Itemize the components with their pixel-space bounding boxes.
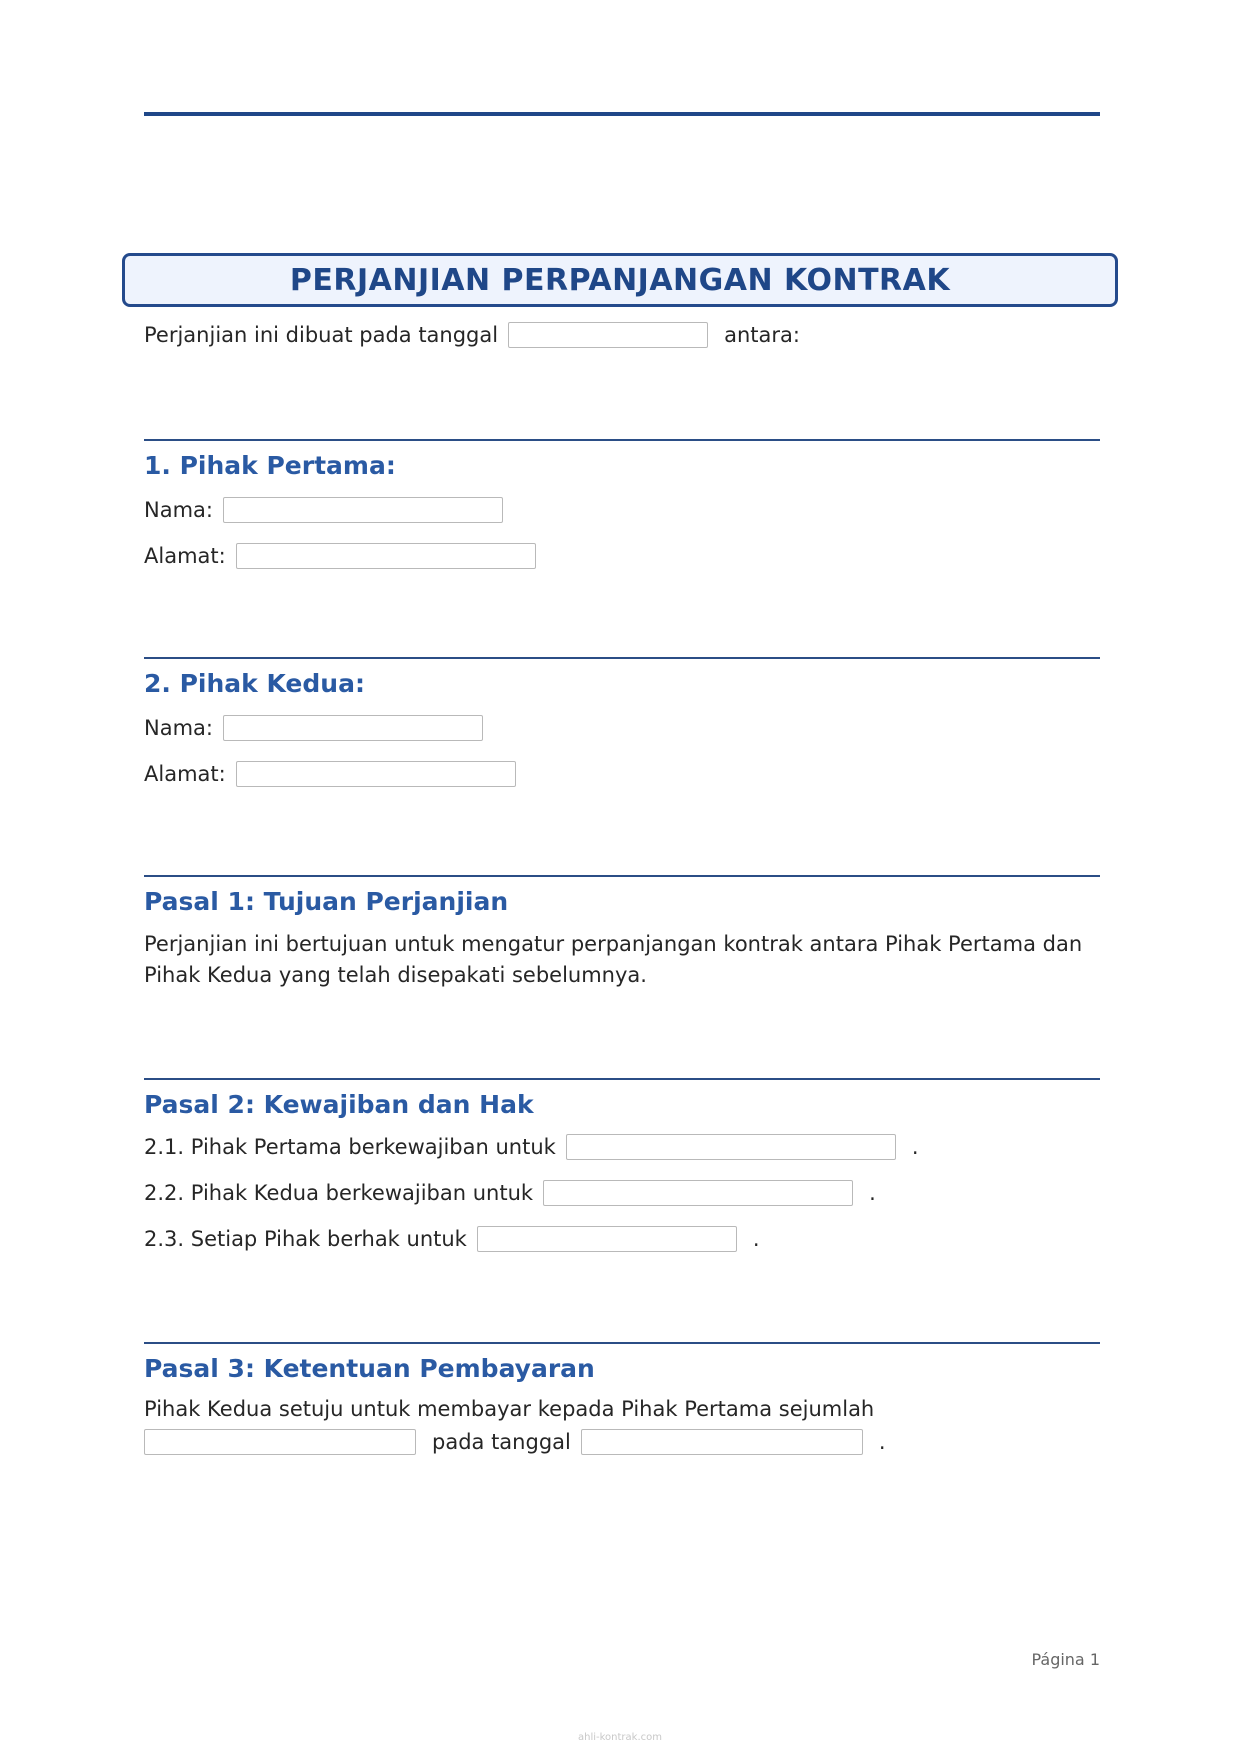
party1-name-label: Nama: [144, 498, 213, 522]
pasal2-item-end: . [911, 1135, 919, 1159]
agreement-date-field[interactable] [508, 322, 708, 348]
party1-address-field[interactable] [236, 543, 536, 569]
intro-suffix: antara: [724, 323, 800, 347]
pasal2-item-label: 2.2. Pihak Kedua berkewajiban untuk [144, 1181, 534, 1205]
section-divider [144, 1342, 1100, 1344]
pasal2-item-end: . [752, 1227, 760, 1251]
pasal3-heading: Pasal 3: Ketentuan Pembayaran [144, 1354, 595, 1383]
party1-name-field[interactable] [223, 497, 503, 523]
pasal3-line2 [144, 1429, 886, 1455]
intro-line [144, 322, 800, 348]
section-divider [144, 875, 1100, 877]
section-divider [144, 657, 1100, 659]
payment-date-field[interactable] [581, 1429, 863, 1455]
party2-address-row [144, 761, 516, 787]
top-rule [144, 112, 1100, 116]
party1-name-row [144, 497, 503, 523]
pasal2-item-field[interactable] [543, 1180, 853, 1206]
party2-name-row [144, 715, 483, 741]
payment-amount-field[interactable] [144, 1429, 416, 1455]
party2-name-field[interactable] [223, 715, 483, 741]
pasal2-item-end: . [869, 1181, 876, 1205]
party2-address-field[interactable] [236, 761, 516, 787]
section-divider [144, 1078, 1100, 1080]
pasal2-item-label: 2.1. Pihak Pertama berkewajiban untuk [144, 1135, 556, 1159]
payment-date-label: pada tanggal [432, 1430, 571, 1454]
pasal3-line1 [144, 1397, 874, 1421]
pasal2-item [144, 1134, 919, 1160]
pasal1-body-line: Perjanjian ini bertujuan untuk mengatur perpanjangan kontrak antara Pihak Pertama dan [144, 932, 1083, 956]
pasal1-body [144, 929, 1084, 991]
party2-heading: 2. Pihak Kedua: [144, 669, 365, 698]
pasal3-text: Pihak Kedua setuju untuk membayar kepada Pihak Pertama sejumlah [144, 1397, 875, 1421]
pasal2-item [144, 1180, 876, 1206]
party2-address-label: Alamat: [144, 762, 226, 786]
party1-address-row [144, 543, 536, 569]
pasal2-item-label: 2.3. Setiap Pihak berhak untuk [144, 1227, 467, 1251]
pasal1-body-line: Pihak Kedua yang telah disepakati sebelumnya. [144, 963, 647, 987]
page-number: Página 1 [1031, 1650, 1100, 1669]
pasal2-item [144, 1226, 760, 1252]
pasal2-item-field[interactable] [477, 1226, 737, 1252]
pasal1-heading: Pasal 1: Tujuan Perjanjian [144, 887, 509, 916]
section-divider [144, 439, 1100, 441]
pasal3-end: . [878, 1430, 886, 1454]
watermark: ahli-kontrak.com [577, 1732, 662, 1743]
intro-prefix: Perjanjian ini dibuat pada tanggal [144, 323, 499, 347]
document-title: PERJANJIAN PERPANJANGAN KONTRAK [289, 262, 951, 298]
pasal2-item-field[interactable] [566, 1134, 896, 1160]
title-banner [122, 253, 1118, 307]
party1-heading: 1. Pihak Pertama: [144, 451, 396, 480]
party1-address-label: Alamat: [144, 544, 226, 568]
pasal2-heading: Pasal 2: Kewajiban dan Hak [144, 1090, 534, 1119]
party2-name-label: Nama: [144, 716, 213, 740]
